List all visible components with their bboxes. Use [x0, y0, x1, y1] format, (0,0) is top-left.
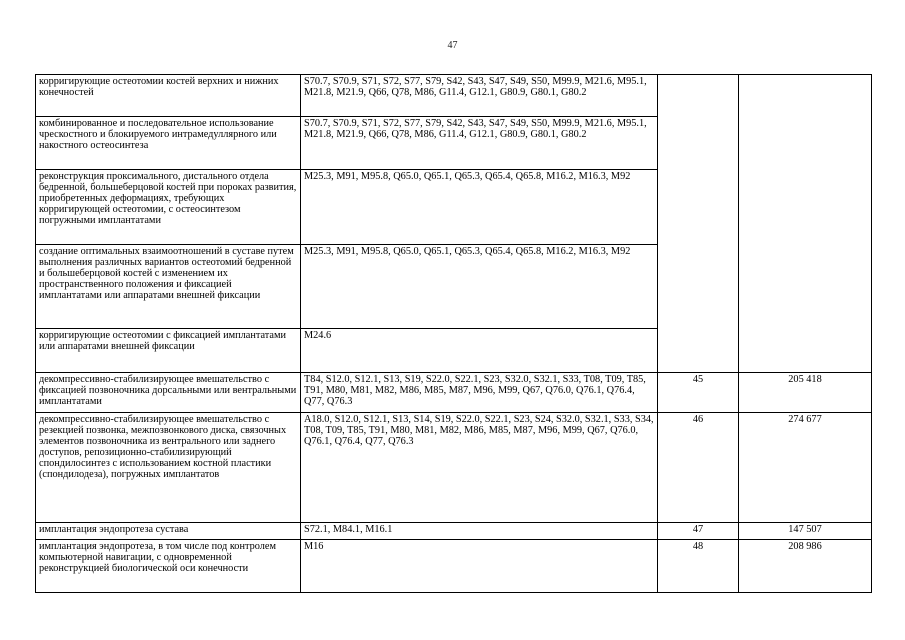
group-cell	[658, 540, 739, 593]
tariff-value: 205 418	[788, 374, 822, 385]
procedure-label: имплантация эндопротеза, в том числе под контролем компьютерной навигации, с одновременной реконструкцией биологической оси конечности	[39, 541, 276, 574]
diagnosis-codes: S70.7, S70.9, S71, S72, S77, S79, S42, S43, S47, S49, S50, M99.9, M21.6, M95.1, M21.8, M21.9, Q66, Q78, M86, G11.4, G12.1, G80.9, G80.1, G80.2	[304, 76, 647, 98]
procedure-label: реконструкция проксимального, дистального отдела бедренной, большеберцовой костей при пороках развития, приобретенных деформациях, требующих корригирующей остеотомии, с остеосинтезом погружными имплантатами	[39, 171, 297, 226]
group-cell	[658, 523, 739, 540]
procedure-label: создание оптимальных взаимоотношений в суставе путем выполнения различных вариантов остеотомий бедренной и большеберцовой костей с изменением их пространственного положения и фиксацией имплантатами или аппаратами внешней фиксации	[39, 246, 294, 301]
tariff-cell	[739, 540, 872, 593]
procedure-cell	[36, 170, 301, 245]
codes-cell	[301, 75, 658, 117]
table-row	[36, 373, 872, 413]
procedure-cell	[36, 540, 301, 593]
diagnosis-codes: M25.3, M91, M95.8, Q65.0, Q65.1, Q65.3, Q65.4, Q65.8, M16.2, M16.3, M92	[304, 171, 631, 182]
procedure-cell	[36, 75, 301, 117]
tariff-value: 274 677	[788, 414, 822, 425]
diagnosis-codes: S70.7, S70.9, S71, S72, S77, S79, S42, S43, S47, S49, S50, M99.9, M21.6, M95.1, M21.8, M21.9, Q66, Q78, M86, G11.4, G12.1, G80.9, G80.1, G80.2	[304, 118, 647, 140]
page-number: 47	[447, 40, 458, 51]
tariff-cell	[739, 413, 872, 523]
codes-cell	[301, 117, 658, 170]
procedure-label: корригирующие остеотомии с фиксацией имплантатами или аппаратами внешней фиксации	[39, 330, 287, 352]
tariff-cell	[739, 75, 872, 373]
codes-cell	[301, 245, 658, 329]
procedure-label: имплантация эндопротеза сустава	[39, 524, 189, 535]
procedure-label: декомпрессивно-стабилизирующее вмешательство с резекцией позвонка, межпозвонкового диска, связочных элементов позвоночника из вентрального или заднего доступов, репозиционно-стабилизирующий спондилосинтез с использованием костной пластики (спондилодеза), погружных имплантатов	[39, 414, 287, 480]
group-number: 47	[692, 524, 704, 535]
procedure-cell	[36, 373, 301, 413]
codes-cell	[301, 413, 658, 523]
procedure-cell	[36, 413, 301, 523]
group-number: 48	[692, 541, 704, 552]
table-row	[36, 540, 872, 593]
tariff-cell	[739, 373, 872, 413]
group-cell	[658, 413, 739, 523]
group-cell	[658, 373, 739, 413]
diagnosis-codes: M24.6	[304, 330, 332, 341]
group-number: 46	[692, 414, 704, 425]
codes-cell	[301, 540, 658, 593]
tariff-value: 147 507	[788, 524, 822, 535]
diagnosis-codes: S72.1, M84.1, M16.1	[304, 524, 393, 535]
diagnosis-codes: M25.3, M91, M95.8, Q65.0, Q65.1, Q65.3, Q65.4, Q65.8, M16.2, M16.3, M92	[304, 246, 631, 257]
medical-procedures-table	[35, 74, 872, 593]
codes-cell	[301, 373, 658, 413]
table-row	[36, 75, 872, 117]
diagnosis-codes: T84, S12.0, S12.1, S13, S19, S22.0, S22.1, S23, S32.0, S32.1, S33, T08, T09, T85, T91, M80, M81, M82, M86, M85, M87, M96, M99, Q67, Q76.0, Q76.1, Q76.4, Q77, Q76.3	[304, 374, 646, 407]
procedure-label: декомпрессивно-стабилизирующее вмешательство с фиксацией позвоночника дорсальными или вентральными имплантатами	[39, 374, 297, 407]
diagnosis-codes: M16	[304, 541, 324, 552]
tariff-value: 208 986	[788, 541, 822, 552]
codes-cell	[301, 329, 658, 373]
diagnosis-codes: A18.0, S12.0, S12.1, S13, S14, S19, S22.0, S22.1, S23, S24, S32.0, S32.1, S33, S34, T08, T09, T85, T91, M80, M81, M82, M86, M85, M87, M96, M99, Q67, Q76.0, Q76.1, Q76.4, Q77, Q76.3	[304, 414, 654, 447]
procedure-cell	[36, 117, 301, 170]
procedure-label: комбинированное и последовательное использование чрескостного и блокируемого интрамедуллярного или накостного остеосинтеза	[39, 118, 277, 151]
codes-cell	[301, 170, 658, 245]
codes-cell	[301, 523, 658, 540]
procedure-label: корригирующие остеотомии костей верхних и нижних конечностей	[39, 76, 279, 98]
table-row	[36, 523, 872, 540]
procedure-cell	[36, 523, 301, 540]
procedure-cell	[36, 329, 301, 373]
tariff-cell	[739, 523, 872, 540]
group-number: 45	[692, 374, 704, 385]
table-row	[36, 413, 872, 523]
procedure-cell	[36, 245, 301, 329]
group-cell	[658, 75, 739, 373]
